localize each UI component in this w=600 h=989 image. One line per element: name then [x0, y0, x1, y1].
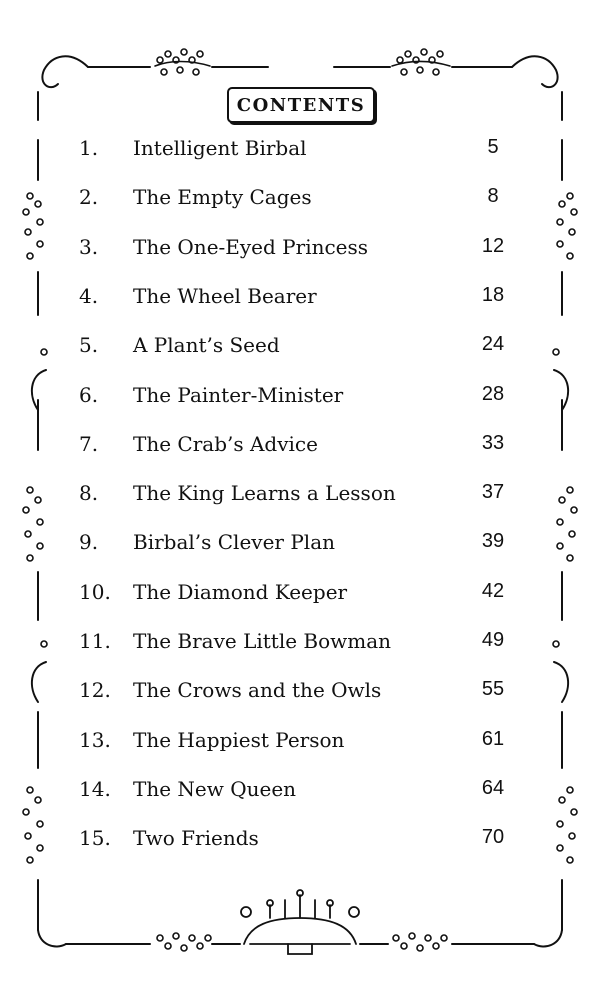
toc-entry-num: 6.	[79, 382, 99, 407]
bottom-border	[38, 890, 562, 954]
toc-entry-num: 9.	[79, 530, 99, 555]
toc-entry	[0, 278, 600, 318]
toc-entry	[0, 771, 600, 811]
toc-entry-page: 64	[481, 776, 505, 799]
toc-entry-num: 3.	[79, 234, 99, 259]
toc-entry	[0, 229, 600, 269]
toc-entry-num: 15.	[79, 826, 111, 851]
toc-entry-page: 18	[481, 283, 505, 306]
toc-entry-title: The King Learns a Lesson	[133, 481, 396, 506]
toc-entry	[0, 623, 600, 663]
toc-entry-num: 7.	[79, 431, 99, 456]
toc-entry-title: A Plant’s Seed	[133, 333, 280, 358]
toc-entry-page: 24	[481, 333, 505, 356]
toc-entry-title: The Happiest Person	[133, 727, 345, 752]
toc-entry-num: 11.	[79, 629, 111, 653]
toc-entry-page: 12	[481, 234, 505, 257]
toc-entry-title: Two Friends	[133, 826, 259, 851]
toc-entry-page: 39	[481, 530, 505, 553]
toc-entry-page: 61	[481, 727, 505, 750]
toc-entry	[0, 327, 600, 367]
toc-entry	[0, 820, 600, 860]
toc-entry	[0, 672, 600, 712]
toc-entry-title: The Crows and the Owls	[133, 678, 382, 703]
toc-entry-page: 33	[481, 431, 505, 454]
toc-entry-num: 5.	[79, 333, 99, 358]
toc-entry-title: Intelligent Birbal	[133, 136, 307, 160]
toc-entry-num: 2.	[79, 185, 99, 210]
toc-entry-title: The Wheel Bearer	[133, 283, 317, 308]
toc-entry	[0, 475, 600, 515]
contents-heading: CONTENTS	[236, 94, 366, 116]
toc-entry-page: 49	[481, 629, 505, 651]
toc-entry	[0, 722, 600, 762]
toc-entry-num: 10.	[79, 579, 111, 604]
toc-entry	[0, 130, 600, 170]
toc-entry	[0, 377, 600, 417]
toc-entry-page: 42	[481, 579, 505, 602]
toc-entry-num: 12.	[79, 678, 111, 703]
toc-entry-title: The Painter-Minister	[133, 382, 344, 407]
toc-entry-title: The New Queen	[133, 776, 297, 801]
toc-entry-num: 1.	[79, 136, 99, 160]
toc-entry-title: The Brave Little Bowman	[133, 629, 392, 653]
toc-entry-page: 37	[481, 481, 505, 504]
toc-entry-title: The One-Eyed Princess	[133, 234, 369, 259]
toc-entry-num: 8.	[79, 481, 99, 506]
toc-entry-title: The Diamond Keeper	[133, 579, 348, 604]
toc-entry-page: 55	[481, 678, 505, 701]
bottom-ornament	[241, 890, 359, 954]
toc-entry-num: 14.	[79, 776, 111, 801]
top-border	[42, 49, 557, 87]
toc-entry-title: Birbal’s Clever Plan	[133, 530, 336, 555]
toc-entry	[0, 426, 600, 466]
toc-entry-num: 4.	[79, 283, 99, 308]
toc-entry	[0, 179, 600, 219]
toc-entry	[0, 524, 600, 564]
toc-entry-title: The Empty Cages	[133, 185, 312, 210]
toc-entry-page: 8	[487, 185, 499, 208]
toc-entry-page: 70	[481, 826, 505, 849]
toc-entry-title: The Crab’s Advice	[133, 431, 318, 456]
toc-entry-page: 28	[481, 382, 505, 405]
toc-entry	[0, 574, 600, 614]
toc-entry-num: 13.	[79, 727, 111, 752]
contents-heading-box	[227, 87, 375, 123]
toc-entry-page: 5	[487, 136, 499, 158]
